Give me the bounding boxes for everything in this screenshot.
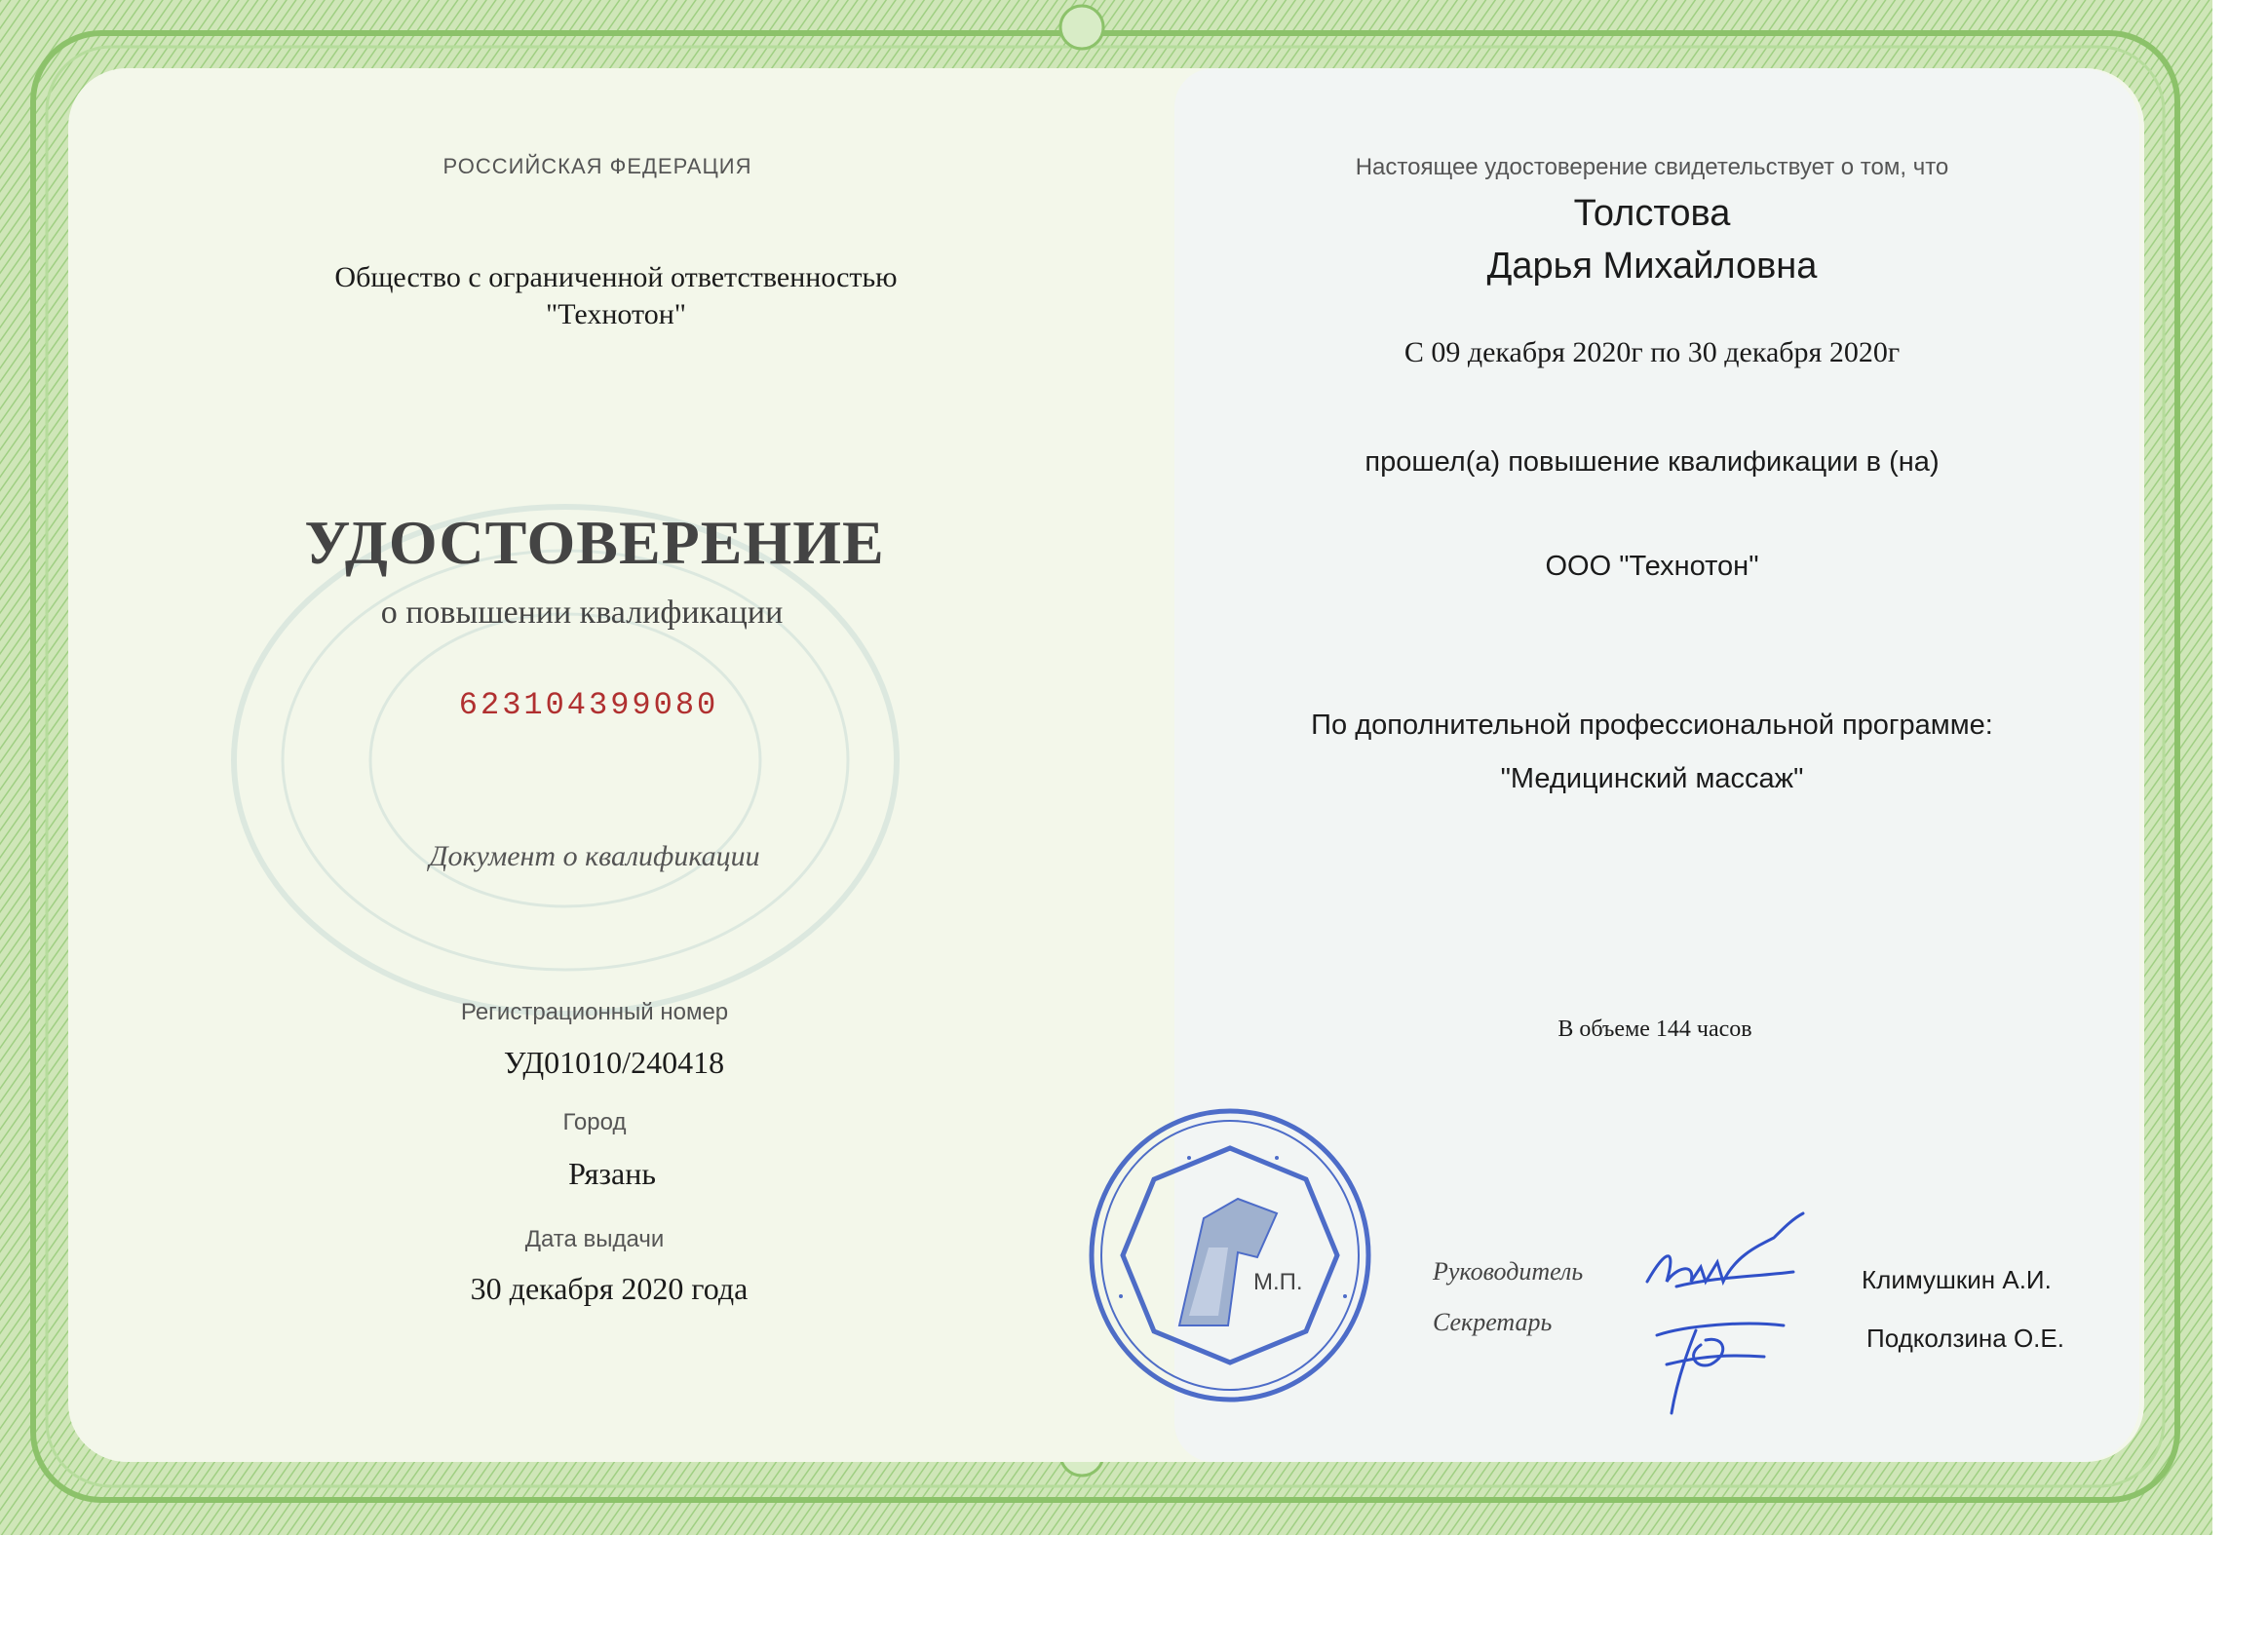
head-name: Климушкин А.И. [1862, 1265, 2052, 1294]
issue-date-label: Дата выдачи [524, 1226, 665, 1252]
recipient-name: Дарья Михайловна [1486, 246, 1818, 287]
issue-date: 30 декабря 2020 года [470, 1271, 749, 1306]
secretary-name: Подколзина О.Е. [1866, 1324, 2064, 1353]
stamp-mark: М.П. [1253, 1269, 1303, 1295]
registration-label: Регистрационный номер [460, 999, 729, 1025]
completion-statement: прошел(а) повышение квалификации в (на) [1365, 446, 1940, 478]
handwritten-signatures [1637, 1209, 1813, 1423]
city-label: Город [562, 1109, 627, 1135]
program-label: По дополнительной профессиональной программе: [1311, 710, 1993, 741]
document-type: Документ о квалификации [429, 840, 760, 872]
registration-number: УД01010/240418 [503, 1045, 725, 1080]
document-subtitle: о повышении квалификации [380, 595, 784, 631]
head-label: Руководитель [1433, 1257, 1584, 1286]
city-value: Рязань [568, 1156, 656, 1191]
hours-volume: В объеме 144 часов [1557, 1017, 1752, 1042]
training-organization: ООО "Технотон" [1545, 551, 1759, 582]
recipient-surname: Толстова [1573, 193, 1731, 234]
country-heading: РОССИЙСКАЯ ФЕДЕРАЦИЯ [442, 154, 752, 178]
organization-line-2: "Технотон" [545, 298, 687, 330]
training-period: С 09 декабря 2020г по 30 декабря 2020г [1403, 336, 1901, 368]
organization-stamp [1082, 1101, 1379, 1408]
program-name: "Медицинский массаж" [1500, 763, 1804, 794]
intro-text: Настоящее удостоверение свидетельствует о том, что [1355, 154, 1949, 180]
serial-number: 623104399080 [458, 687, 719, 723]
secretary-label: Секретарь [1433, 1308, 1553, 1336]
organization-line-1: Общество с ограниченной ответственностью [334, 261, 898, 293]
document-title: УДОСТОВЕРЕНИЕ [304, 508, 885, 577]
